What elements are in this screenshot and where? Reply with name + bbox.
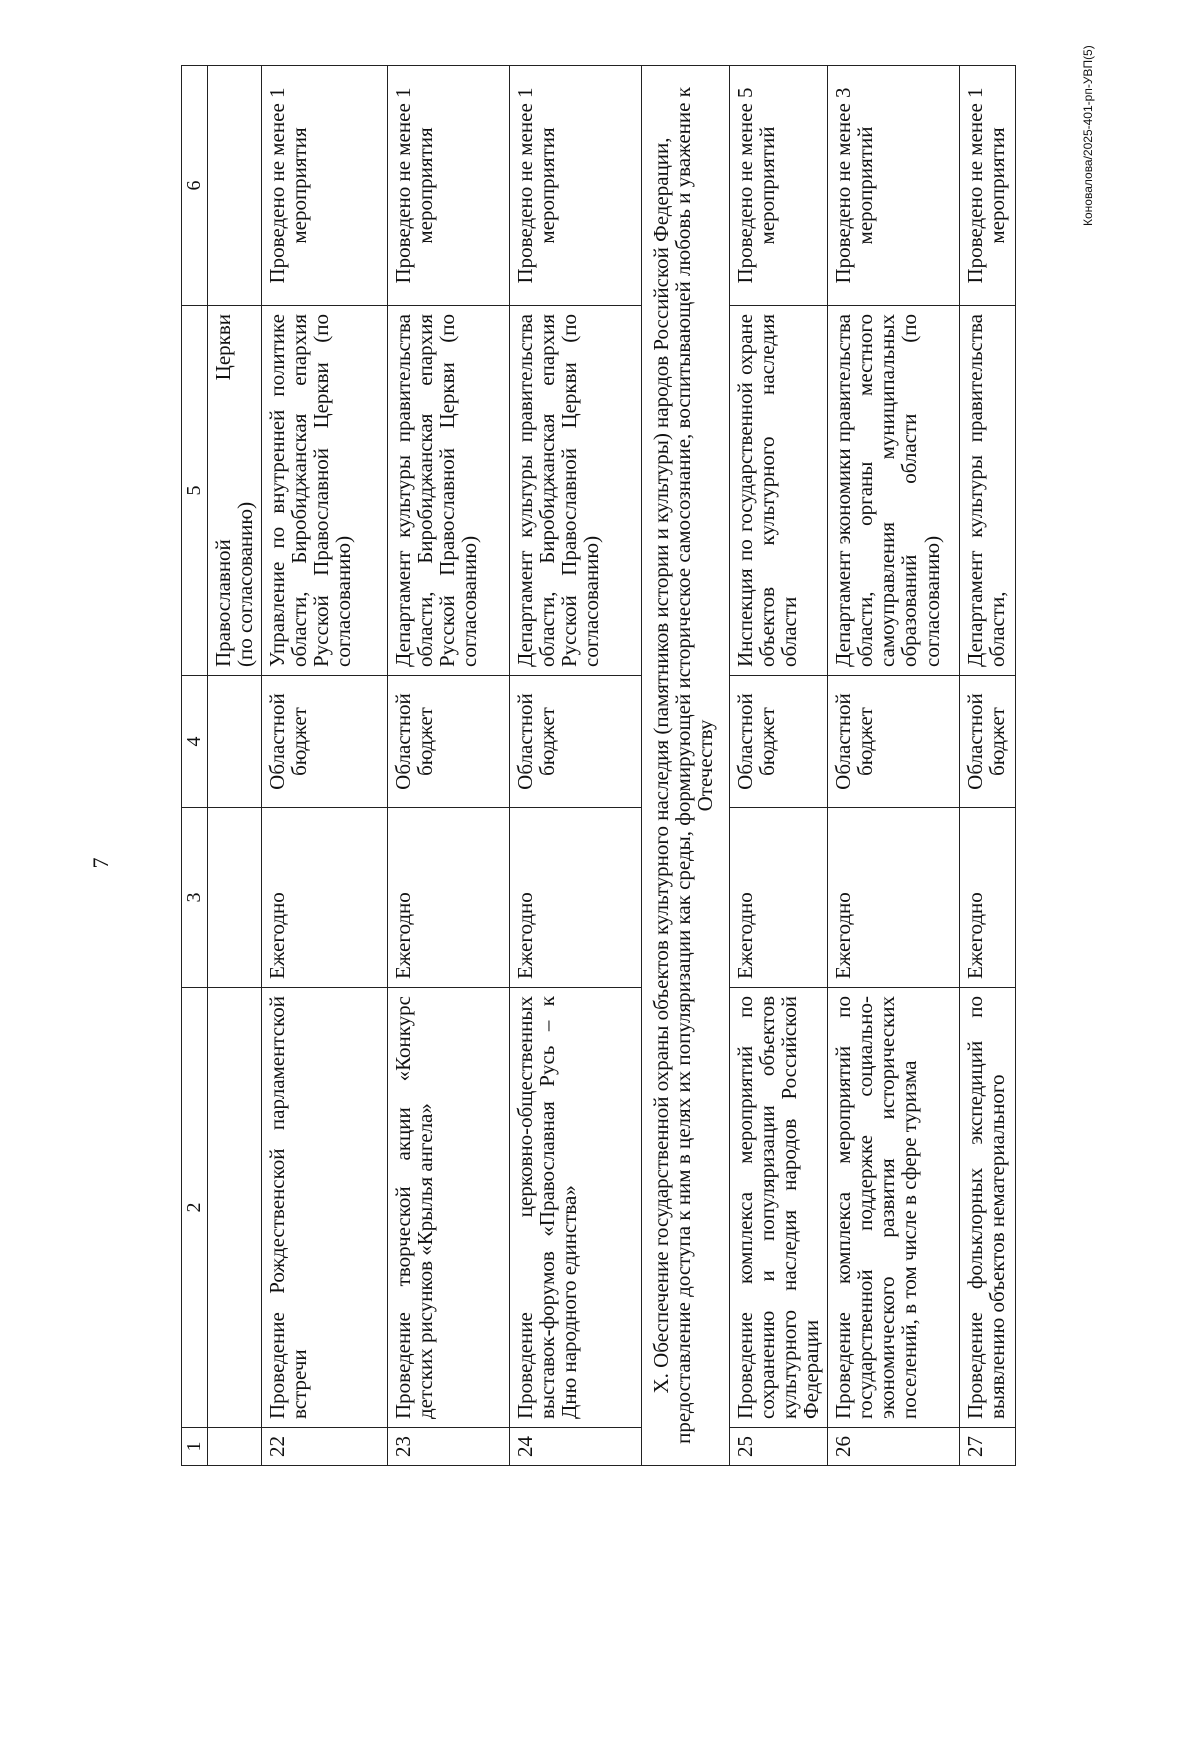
table-row bbox=[729, 66, 827, 1466]
row-source: Областной бюджет bbox=[959, 676, 1015, 808]
row-number: 25 bbox=[729, 1428, 827, 1466]
row-number: 24 bbox=[509, 1428, 641, 1466]
row-source: Областной бюджет bbox=[729, 676, 827, 808]
table-row bbox=[387, 66, 509, 1466]
row-number: 27 bbox=[959, 1428, 1015, 1466]
table-row bbox=[509, 66, 641, 1466]
row-executor: Департамент культуры правительства области, Биробиджанская епархия Русской Православной Церкви (по согласованию) bbox=[387, 306, 509, 676]
row-term: Ежегодно bbox=[729, 808, 827, 988]
col-number-3: 3 bbox=[182, 808, 208, 988]
row-term: Ежегодно bbox=[387, 808, 509, 988]
row-event: Проведение Рождественской парламентской встречи bbox=[261, 988, 387, 1428]
row-result: Проведено не менее 5 мероприятий bbox=[729, 66, 827, 306]
plan-table bbox=[181, 65, 1016, 1466]
table-row bbox=[827, 66, 959, 1466]
continued-executor: Церкви Православной (по согласованию) bbox=[208, 306, 262, 676]
row-result: Проведено не менее 1 мероприятия bbox=[509, 66, 641, 306]
row-source: Областной бюджет bbox=[509, 676, 641, 808]
row-executor: Инспекция по государственной охране объектов культурного наследия области bbox=[729, 306, 827, 676]
col-number-5: 5 bbox=[182, 306, 208, 676]
row-term: Ежегодно bbox=[509, 808, 641, 988]
row-result: Проведено не менее 3 мероприятий bbox=[827, 66, 959, 306]
table-row bbox=[261, 66, 387, 1466]
row-executor: Департамент экономики правительства области, органы местного самоуправления муниципальных образований области (по согласованию) bbox=[827, 306, 959, 676]
row-event: Проведение творческой акции «Конкурс детских рисунков «Крылья ангела» bbox=[387, 988, 509, 1428]
row-result: Проведено не менее 1 мероприятия bbox=[261, 66, 387, 306]
row-source: Областной бюджет bbox=[827, 676, 959, 808]
col-number-6: 6 bbox=[182, 66, 208, 306]
continued-row bbox=[208, 66, 262, 1466]
row-executor: Управление по внутренней политике области, Биробиджанская епархия Русской Православной Церкви (по согласованию) bbox=[261, 306, 387, 676]
row-event: Проведение церковно-общественных выставок-форумов «Православная Русь – к Дню народного единства» bbox=[509, 988, 641, 1428]
row-source: Областной бюджет bbox=[261, 676, 387, 808]
row-term: Ежегодно bbox=[959, 808, 1015, 988]
rotated-table-sheet bbox=[181, 66, 1093, 1466]
col-number-2: 2 bbox=[182, 988, 208, 1428]
page-number: 7 bbox=[88, 857, 113, 869]
table-row bbox=[959, 66, 1015, 1466]
row-number: 23 bbox=[387, 1428, 509, 1466]
row-result: Проведено не менее 1 мероприятия bbox=[959, 66, 1015, 306]
column-number-row bbox=[182, 66, 208, 1466]
col-number-1: 1 bbox=[182, 1428, 208, 1466]
row-term: Ежегодно bbox=[827, 808, 959, 988]
row-event: Проведение комплекса мероприятий по государственной поддержке социально-экономического развития исторических поселений, в том числе в сфере туризма bbox=[827, 988, 959, 1428]
section-heading-row bbox=[641, 66, 729, 1466]
document-code: Коновалова/2025-401-рп-УВП(5) bbox=[1081, 45, 1095, 226]
row-term: Ежегодно bbox=[261, 808, 387, 988]
row-event: Проведение фольклорных экспедиций по выявлению объектов нематериального bbox=[959, 988, 1015, 1428]
row-executor: Департамент культуры правительства области, bbox=[959, 306, 1015, 676]
row-number: 26 bbox=[827, 1428, 959, 1466]
row-source: Областной бюджет bbox=[387, 676, 509, 808]
col-number-4: 4 bbox=[182, 676, 208, 808]
row-event: Проведение комплекса мероприятий по сохранению и популяризации объектов культурного наследия народов Российской Федерации bbox=[729, 988, 827, 1428]
row-result: Проведено не менее 1 мероприятия bbox=[387, 66, 509, 306]
section-title: X. Обеспечение государственной охраны объектов культурного наследия (памятников истории и культуры) народов Российской Федерации, предоставление доступа к ним в целях их популяризации как среды, формирующей историческое самосознание, воспитывающей любовь и уважение к Отечеству bbox=[641, 66, 729, 1466]
row-number: 22 bbox=[261, 1428, 387, 1466]
row-executor: Департамент культуры правительства области, Биробиджанская епархия Русской Православной Церкви (по согласованию) bbox=[509, 306, 641, 676]
